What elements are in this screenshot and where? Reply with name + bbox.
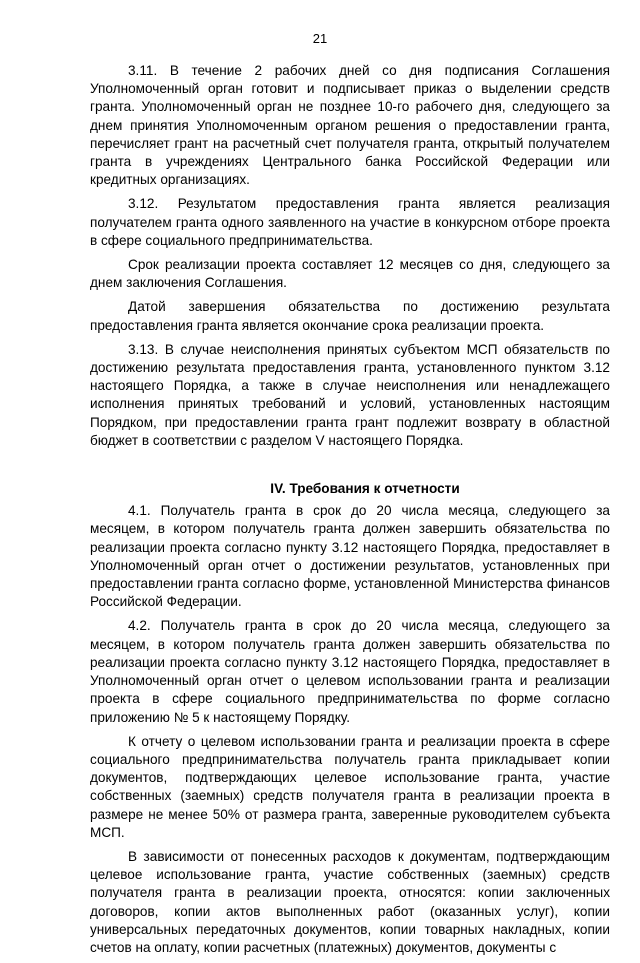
paragraph-4-1: 4.1. Получатель гранта в срок до 20 числа месяца, следующего за месяцем, в котором получатель гранта должен завершить обязательства по реализации проекта согласно пункту 3.12 настоящего Порядка, предоставляет в Уполномоченный орган отчет о достижении результатов, установленных при предоставлении гранта согласно форме, установленной Министерства финансов Российской Федерации.	[90, 503, 610, 610]
paragraph-3-13: 3.13. В случае неисполнения принятых субъектом МСП обязательств по достижению результата предоставления гранта, установленного пунктом 3.12 настоящего Порядка, а также в случае неисполнения или ненадлежащего исполнения принятых требований и условий, установленных настоящим Порядком, при предоставлении гранта грант подлежит возврату в областной бюджет в соответствии с разделом V настоящего Порядка.	[90, 341, 610, 448]
paragraph-report-attachments: К отчету о целевом использовании гранта и реализации проекта в сфере социального предпринимательства получатель гранта прикладывает копии документов, подтверждающих целевое использование гранта, участие собственных (заемных) средств получателя гранта в реализации проекта в размере не менее 50% от размера гранта, заверенные руководителем субъекта МСП.	[90, 733, 610, 840]
paragraph-3-12: 3.12. Результатом предоставления гранта является реализация получателем гранта одного заявленного на участие в конкурсном отборе проекта в сфере социального предпринимательства.	[90, 196, 610, 248]
page-content	[90, 62, 610, 963]
paragraph-3-11: 3.11. В течение 2 рабочих дней со дня подписания Соглашения Уполномоченный орган готовит и подписывает приказ о выделении средств гранта. Уполномоченный орган не позднее 10-го рабочего дня, следующего за днем принятия Уполномоченным органом решения о предоставлении гранта, перечисляет грант на расчетный счет получателя гранта, открытый получателем гранта в учреждениях Центрального банка Российской Федерации или кредитных организациях.	[90, 63, 610, 188]
paragraph-supporting-documents: В зависимости от понесенных расходов к документам, подтверждающим целевое использование гранта, участие собственных (заемных) средств получателя гранта в реализации проекта, относятся: копии заключенных договоров, копии актов выполненных работ (оказанных услуг), копии универсальных передаточных документов, копии товарных накладных, копии счетов на оплату, копии расчетных (платежных) документов, документы с	[90, 848, 610, 955]
paragraph-project-term: Срок реализации проекта составляет 12 месяцев со дня, следующего за днем заключения Соглашения.	[90, 257, 610, 291]
section-title: IV. Требования к отчетности	[270, 481, 460, 497]
paragraph-completion-date: Датой завершения обязательства по достижению результата предоставления гранта является окончание срока реализации проекта.	[90, 299, 610, 333]
page-number: 21	[312, 31, 328, 46]
paragraph-4-2: 4.2. Получатель гранта в срок до 20 числа месяца, следующего за месяцем, в котором получатель гранта должен завершить обязательства по реализации проекта согласно пункту 3.12 настоящего Порядка, предоставляет в Уполномоченный орган отчет о целевом использовании гранта и реализации проекта в сфере социального предпринимательства по форме согласно приложению № 5 к настоящему Порядку.	[90, 618, 610, 725]
